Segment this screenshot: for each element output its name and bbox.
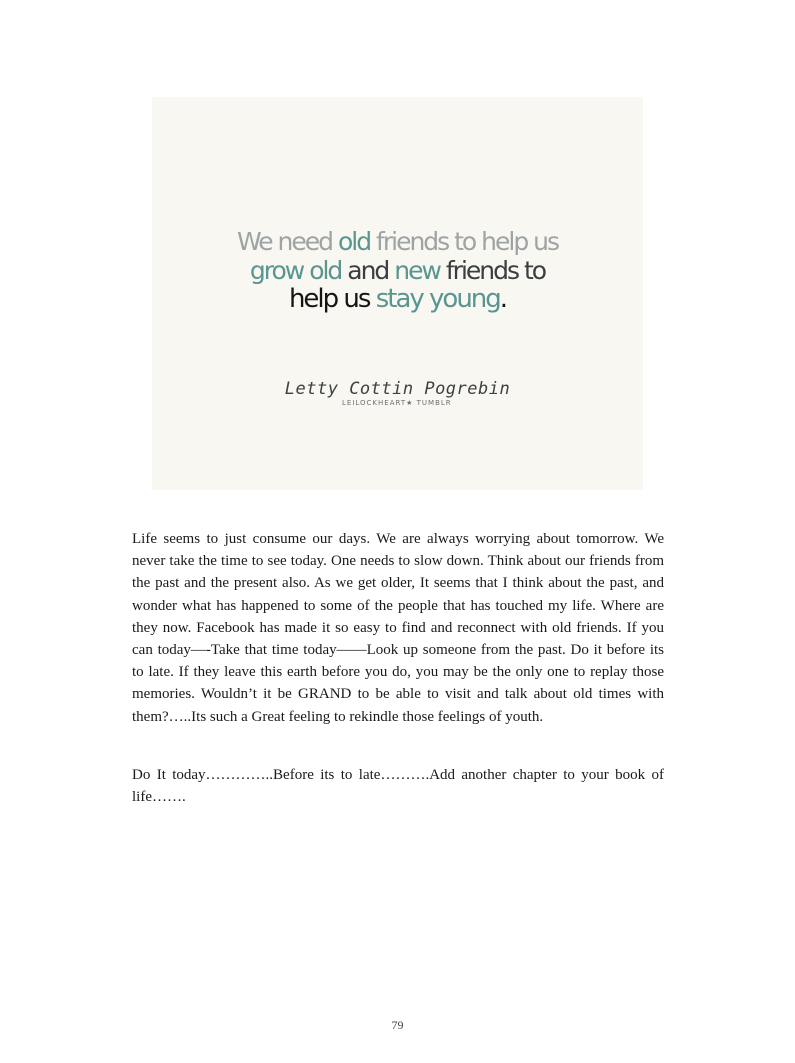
quote-segment: friends to help us [370,227,559,256]
quote-image [152,97,643,490]
quote-segment: . [499,284,507,314]
quote-segment: friends to [439,256,546,285]
quote-segment: old [337,227,371,256]
body-paragraph-1: Life seems to just consume our days. We are always worrying about tomorrow. We never take the time to see today. One needs to slow down. Think about our friends from the past and the present also. As we get older, It seems that I think about the past, and wonder what has happened to some of the people that has touched my life. Where are they now. Facebook has made it so easy to find and reconnect with old friends. If you can today—-Take that time today——Look up someone from the past. Do it before its to late. If they leave this earth before you do, you may be the only one to replay those memories. Wouldn’t it be GRAND to be able to visit and talk about old times with them?…..Its such a Great feeling to rekindle those feelings of youth. [132,531,664,725]
quote-line-3 [152,285,643,314]
body-paragraph-2: Do It today…………..Before its to late……….Add another chapter to your book of life……. [132,767,664,806]
quote-segment: stay young [375,284,500,314]
quote-segment: We need [236,227,338,256]
image-credit: LEILOCKHEART★ TUMBLR [342,399,452,407]
quote-line-1 [152,227,643,256]
quote-segment: new [394,256,440,285]
quote-author: Letty Cottin Pogrebin [284,379,511,399]
quote-segment: help us [288,284,376,314]
quote-line-2 [152,256,643,285]
quote-text [152,227,643,314]
quote-segment: grow old [249,256,342,285]
quote-segment: and [341,256,395,285]
page-number: 79 [391,1018,404,1032]
